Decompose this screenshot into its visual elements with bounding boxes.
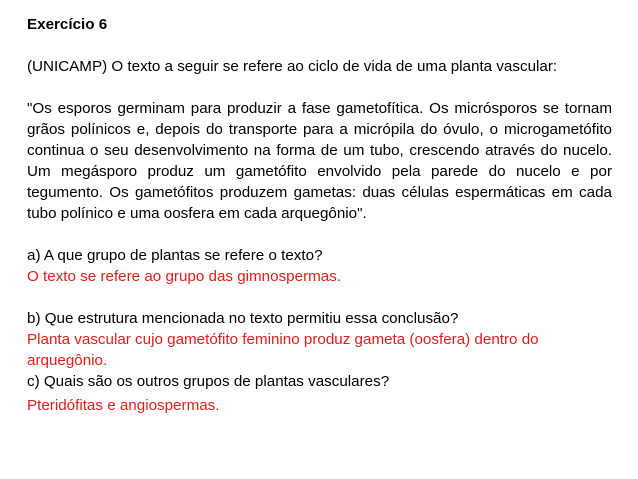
question-b: b) Que estrutura mencionada no texto permitiu essa conclusão? xyxy=(27,310,459,327)
exercise-title: Exercício 6 xyxy=(27,16,108,33)
source-line: (UNICAMP) O texto a seguir se refere ao ciclo de vida de uma planta vascular: xyxy=(27,58,558,75)
answer-a: O texto se refere ao grupo das gimnospermas. xyxy=(27,268,342,285)
question-c: c) Quais são os outros grupos de plantas vasculares? xyxy=(27,373,390,390)
answer-b: Planta vascular cujo gametófito feminino produz gameta (oosfera) dentro do arquegônio. xyxy=(27,331,539,369)
quoted-text: "Os esporos germinam para produzir a fase gametofítica. Os micrósporos se tornam grãos polínicos e, depois do transporte para a micrópila do óvulo, o microgametófito continua o seu desenvolvimento na forma de um tubo, crescendo através do nucelo. Um megásporo produz um gametófito envolvido pela parede do nucelo e por tegumento. Os gametófitos produzem gametas: duas células espermáticas em cada tubo polínico e uma oosfera em cada arquegônio". xyxy=(27,100,612,222)
spacer xyxy=(27,224,612,245)
answer-c: Pteridófitas e angiospermas. xyxy=(27,397,220,414)
question-a: a) A que grupo de plantas se refere o texto? xyxy=(27,247,323,264)
spacer xyxy=(27,287,612,308)
spacer xyxy=(27,77,612,98)
exercise-slide xyxy=(27,14,612,416)
spacer xyxy=(27,35,612,56)
